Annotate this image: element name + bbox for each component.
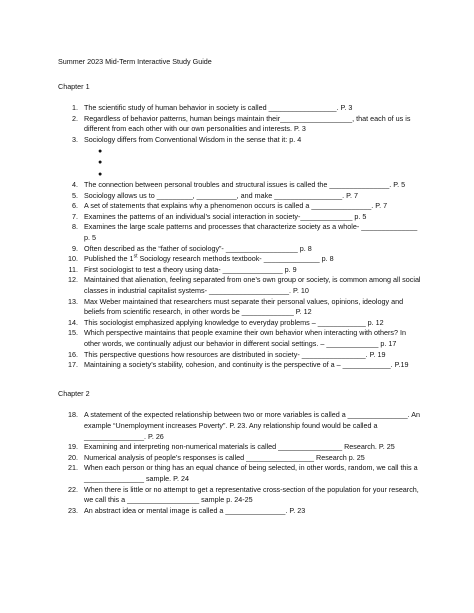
item-text: Examining and interpreting non-numerical materials is called ________________ Research. P. 25 [84, 442, 395, 452]
list-item [58, 485, 424, 506]
item-text: Examines the large scale patterns and processes that characterize society as a whole- ______________ p. 5 [84, 222, 418, 243]
bullet-item [98, 157, 424, 169]
item-number: 1. [72, 103, 78, 113]
item-number: 10. [68, 254, 78, 264]
chapter-1-heading: Chapter 1 [58, 81, 90, 91]
item-number: 13. [68, 296, 78, 306]
item-number: 6. [72, 201, 78, 211]
bullet-item [98, 169, 424, 181]
item-text: A set of statements that explains why a phenomenon occurs is called a _______________. P. 7 [84, 201, 388, 211]
item-number: 16. [68, 349, 78, 359]
list-item [58, 453, 424, 464]
item-text: This perspective questions how resources are distributed in society- ________________. P. 19 [84, 349, 386, 359]
bullet-icon: ● [98, 170, 103, 178]
item-number: 14. [68, 317, 78, 327]
item-number: 22. [68, 484, 78, 494]
item-superscript: st [133, 253, 138, 260]
item-number: 3. [72, 134, 78, 144]
item-number: 15. [68, 328, 78, 338]
item-text: This sociologist emphasized applying knowledge to everyday problems – ____________ p. 12 [84, 317, 384, 327]
item-number: 11. [68, 264, 78, 274]
item-number: 9. [72, 243, 78, 253]
item-number: 19. [68, 442, 78, 452]
bullet-item [98, 146, 424, 158]
item-text: When there is little or no attempt to get a representative cross-section of the population for your research, we call this a __________________ sample p. 24-25 [84, 484, 419, 505]
item-number: 23. [68, 505, 78, 515]
list-item [58, 442, 424, 453]
list-item [58, 201, 424, 212]
item-number: 5. [72, 190, 78, 200]
list-item [58, 410, 424, 442]
item-number: 2. [72, 113, 78, 123]
item-text: When each person or thing has an equal chance of being selected, in other words, random, we call this a _______________ sample. P. 24 [84, 463, 418, 483]
list-item [58, 297, 424, 318]
list-item [58, 135, 424, 146]
bullet-icon: ● [98, 159, 103, 167]
list-item [58, 350, 424, 361]
item-number: 20. [68, 452, 78, 462]
item-text: The scientific study of human behavior in society is called _________________. P. 3 [84, 103, 353, 113]
item-text: Sociology allows us to _________, __________, and make _________________. P. 7 [84, 190, 359, 200]
list-item [58, 506, 424, 517]
list-item [58, 180, 424, 191]
item-number: 17. [68, 360, 78, 370]
list-item [58, 328, 424, 349]
item-number: 7. [72, 211, 78, 221]
bullet-icon: ● [98, 147, 103, 155]
item-text: Maintaining a society’s stability, cohesion, and continuity is the perspective of a – ____________. P.19 [84, 360, 409, 370]
item-text: Examines the patterns of an individual’s social interaction in society-_____________ p. 5 [84, 211, 367, 221]
item-text: The connection between personal troubles and structural issues is called the _______________. P. 5 [84, 180, 406, 190]
item-number: 4. [72, 180, 78, 190]
list-item [58, 114, 424, 135]
item-text-pre: Published the 1 [84, 254, 134, 264]
list-item [58, 254, 424, 265]
empty-bullet-list [58, 146, 424, 181]
item-text: Which perspective maintains that people examine their own behavior when interacting with others? In other words, we continually adjust our behavior in different social settings. – _____________ p. 17 [84, 328, 407, 348]
list-item [58, 463, 424, 484]
list-item [58, 212, 424, 223]
list-item [58, 222, 424, 243]
item-text: An abstract idea or mental image is called a _______________. P. 23 [84, 505, 306, 515]
item-number: 21. [68, 463, 78, 473]
chapter-2-heading: Chapter 2 [58, 388, 90, 398]
list-item [58, 318, 424, 329]
item-text: Sociology differs from Conventional Wisdom in the sense that it: p. 4 [84, 134, 302, 144]
list-item [58, 103, 424, 114]
item-text: Numerical analysis of people’s responses is called _________________ Research p. 25 [84, 452, 365, 462]
item-text: Maintained that alienation, feeling separated from one’s own group or society, is common among all social classes in industrial capitalist systems- ____________________. P. 10 [84, 275, 421, 295]
item-number: 8. [72, 222, 78, 232]
item-number: 18. [68, 410, 78, 420]
item-number: 12. [68, 275, 78, 285]
item-text: First sociologist to test a theory using data- _______________ p. 9 [84, 264, 297, 274]
list-item [58, 244, 424, 255]
item-text: A statement of the expected relationship between two or more variables is called a _______________. An example “Unemployment increases Poverty”. P. 23. Any relationship found would be called a _______________. P. 26 [84, 410, 421, 441]
item-text: Max Weber maintained that researchers must separate their personal values, opinions, ideology and beliefs from scientific research, in other words be _____________ P. 12 [84, 296, 404, 317]
item-text: Regardless of behavior patterns, human beings maintain their__________________, that each of us is different from each other with our own personalities and interests. P. 3 [84, 113, 411, 134]
item-text-post: Sociology research methods textbook- ______________ p. 8 [137, 254, 334, 264]
list-item [58, 191, 424, 202]
document-title: Summer 2023 Mid-Term Interactive Study Guide [58, 57, 212, 66]
list-item [58, 360, 424, 371]
item-text: Often described as the “father of sociology”- __________________ p. 8 [84, 243, 312, 253]
list-item [58, 265, 424, 276]
list-item [58, 275, 424, 296]
